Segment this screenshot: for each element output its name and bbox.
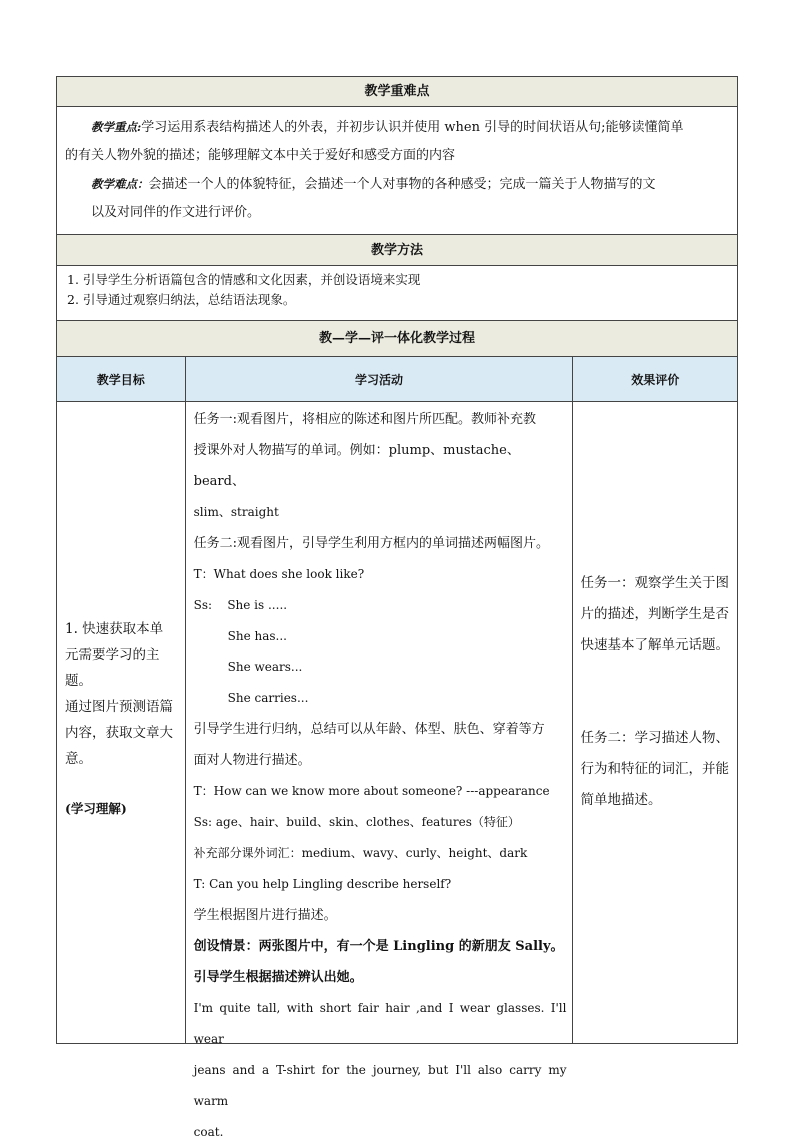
activity-line: slim、straight [193, 505, 279, 519]
activity-line: Ss: She is ..... [193, 598, 288, 612]
activity-line: 授课外对人物描写的单词。例如：plump、mustache、beard、 [193, 443, 520, 489]
key-point-text-1: 学习运用系表结构描述人的外表，并初步认识并使用 when 引导的时间状语从句;能够读懂简单 [141, 120, 684, 135]
section-title-key-points: 教学重难点 [57, 77, 737, 107]
difficulty-label: 教学难点： [91, 177, 149, 191]
goal-line: 元需要学习的主题。 [65, 647, 160, 689]
activity-line: I'm quite tall, with short fair hair ,and I wear glasses. I'll wear [193, 1001, 567, 1046]
method-item: 1. 引导学生分析语篇包含的情感和文化因素，并创设语境来实现 [67, 272, 421, 287]
evaluation-cell [573, 402, 737, 1043]
activity-line: 引导学生进行归纳，总结可以从年龄、体型、肤色、穿着等方 [193, 722, 545, 737]
process-body-row [57, 402, 737, 1139]
evaluation-line: 行为和特征的词汇，并能 [580, 761, 729, 777]
goal-line: 通过图片预测语篇 [65, 699, 173, 715]
goal-line: 内容，获取文章大 [65, 725, 173, 741]
difficulty-text-2: 以及对同伴的作文进行评价。 [91, 205, 261, 220]
evaluation-spacer [580, 661, 733, 723]
difficulty-text-1: 会描述一个人的体貌特征，会描述一个人对事物的各种感受；完成一篇关于人物描写的文 [148, 177, 656, 192]
evaluation-line: 片的描述，判断学生是否 [580, 606, 729, 622]
goal-line: 1. 快速获取本单 [65, 621, 164, 637]
column-header-goal: 教学目标 [57, 357, 186, 401]
goal-line: 意。 [65, 751, 92, 767]
process-column-headers [57, 357, 737, 402]
difficulty-paragraph [65, 170, 729, 199]
activity-line: T：How can we know more about someone? ---appearance [193, 784, 550, 798]
activity-line: jeans and a T-shirt for the journey, but I'll also carry my warm [193, 1063, 567, 1108]
activity-line: 补充部分课外词汇：medium、wavy、curly、height、dark [193, 846, 528, 860]
activity-line: 任务一:观看图片，将相应的陈述和图片所匹配。教师补充教 [193, 412, 537, 427]
evaluation-line: 简单地描述。 [580, 792, 662, 808]
methods-list [57, 266, 737, 321]
activity-line: 任务二:观看图片，引导学生利用方框内的单词描述两幅图片。 [193, 536, 550, 551]
section-title-process: 教—学—评一体化教学过程 [57, 321, 737, 357]
activity-line: She carries... [227, 691, 309, 705]
activity-line: 面对人物进行描述。 [193, 753, 311, 768]
activity-line: T：What does she look like? [193, 567, 365, 581]
key-point-label: 教学重点: [91, 120, 142, 134]
key-point-text-2: 的有关人物外貌的描述；能够理解文本中关于爱好和感受方面的内容 [65, 148, 456, 163]
activity-cell [186, 402, 574, 1139]
activity-line: She wears... [227, 660, 303, 674]
activity-line: 创设情景：两张图片中，有一个是 Lingling 的新朋友 Sally。 [193, 939, 564, 954]
column-header-evaluation: 效果评价 [631, 372, 680, 387]
evaluation-line: 任务一：观察学生关于图 [580, 575, 729, 591]
goal-tag: (学习理解) [65, 801, 127, 816]
method-item: 2. 引导通过观察归纳法，总结语法现象。 [67, 292, 296, 307]
goal-cell [57, 402, 186, 1043]
section-title-methods: 教学方法 [57, 235, 737, 266]
activity-line: Ss: age、hair、build、skin、clothes、features（特征） [193, 815, 520, 829]
activity-line: 学生根据图片进行描述。 [193, 908, 337, 923]
key-points-body [57, 107, 737, 235]
activity-line: T: Can you help Lingling describe herself? [193, 877, 452, 891]
evaluation-line: 任务二：学习描述人物、 [580, 730, 729, 746]
activity-line: coat. [193, 1125, 224, 1139]
activity-line: She has... [227, 629, 287, 643]
column-header-activity: 学习活动 [186, 357, 574, 401]
activity-line: 引导学生根据描述辨认出她。 [193, 970, 363, 985]
evaluation-line: 快速基本了解单元话题。 [580, 637, 729, 653]
key-point-paragraph [65, 113, 729, 142]
lesson-plan-table [56, 76, 738, 1139]
